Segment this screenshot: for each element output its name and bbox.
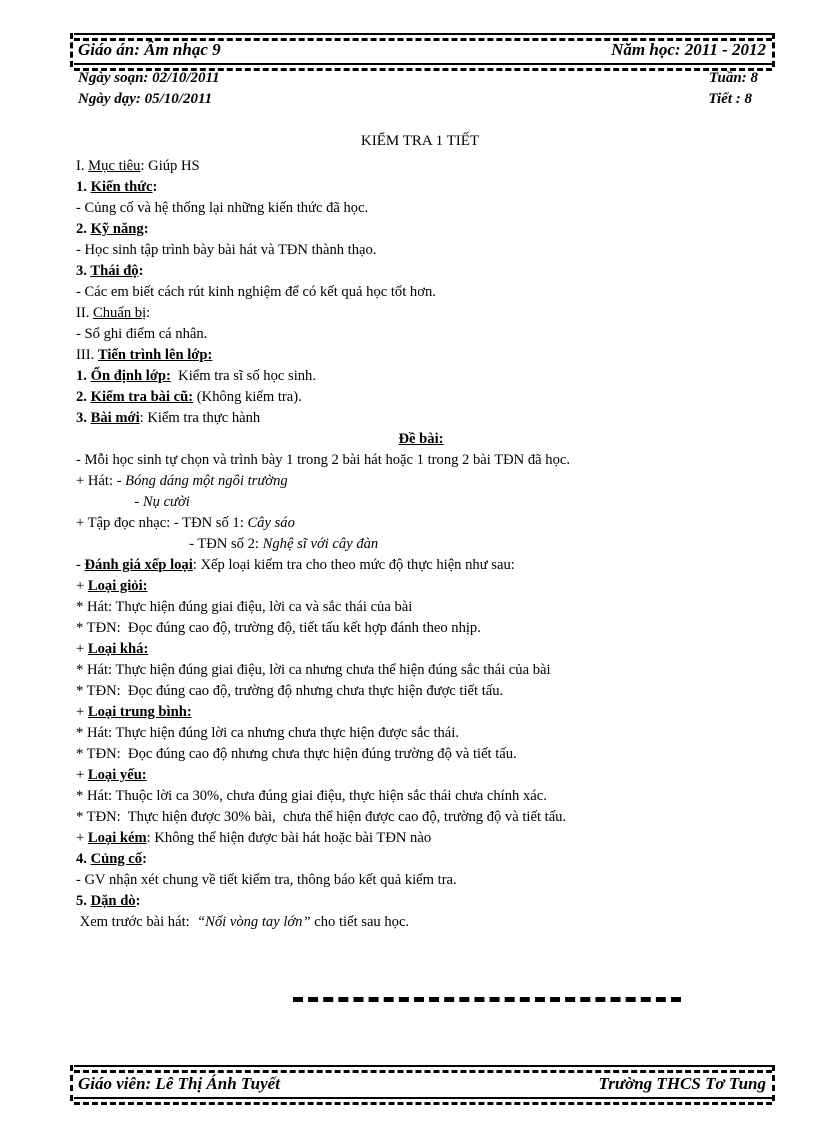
content-line — [76, 177, 766, 198]
text-segment: + — [76, 767, 88, 783]
content-line — [76, 828, 766, 849]
text-segment: : Giúp HS — [140, 158, 200, 174]
text-segment: : — [146, 305, 151, 321]
text-segment: Kiểm tra sĩ số học sinh. — [170, 368, 316, 384]
content-line — [76, 408, 766, 429]
content-line — [76, 723, 766, 744]
content-line — [76, 744, 766, 765]
text-segment: + Tập đọc nhạc: - TĐN số 1: — [76, 515, 248, 531]
content-line — [76, 156, 766, 177]
text-segment: : Kiểm tra thực hành — [139, 410, 261, 426]
content-line — [76, 219, 766, 240]
content-line — [76, 471, 766, 492]
header-border-right — [772, 33, 777, 67]
text-segment: 2. — [76, 221, 91, 237]
footer-border-left — [70, 1065, 75, 1101]
text-segment: + — [76, 578, 88, 594]
page-title: KIỂM TRA 1 TIẾT — [360, 133, 480, 149]
content-line — [76, 429, 766, 450]
text-segment: Kiến thức — [90, 179, 153, 195]
text-segment: Loại khá: — [87, 641, 149, 657]
content-line — [76, 282, 766, 303]
content-line — [76, 660, 766, 681]
text-segment: * TĐN: Đọc đúng cao độ, trường độ, tiết tấu kết hợp đánh theo nhịp. — [76, 620, 481, 636]
text-segment: * TĐN: Đọc đúng cao độ nhưng chưa thực hiện đúng trường độ và tiết tấu. — [76, 746, 517, 762]
header-right: Năm học: 2011 - 2012 — [611, 40, 766, 59]
content-line — [76, 576, 766, 597]
text-segment: + — [76, 704, 88, 720]
text-segment: Chuẩn bị — [93, 305, 147, 321]
text-segment: * Hát: Thuộc lời ca 30%, chưa đúng giai điệu, thực hiện sắc thái chưa chính xác. — [76, 788, 547, 804]
text-segment: - Củng cố và hệ thống lại những kiến thức đã học. — [76, 200, 369, 216]
text-segment: III. — [76, 347, 98, 363]
content-line — [76, 513, 766, 534]
footer-border-bottom — [74, 1097, 772, 1103]
text-segment: cho tiết sau học. — [310, 914, 410, 930]
text-segment: * TĐN: Đọc đúng cao độ, trường độ nhưng chưa thực hiện được tiết tấu. — [76, 683, 504, 699]
text-segment: * Hát: Thực hiện đúng giai điệu, lời ca nhưng chưa thể hiện đúng sắc thái của bài — [76, 662, 551, 678]
text-segment: : — [142, 851, 147, 867]
header-border-top — [74, 33, 772, 39]
header-border-bottom — [74, 63, 772, 69]
text-segment: I. — [76, 158, 89, 174]
text-segment: - Sổ ghi điểm cá nhân. — [76, 326, 208, 342]
lesson-content — [76, 156, 766, 933]
content-line — [76, 303, 766, 324]
text-segment: : — [138, 263, 144, 279]
footer-left: Giáo viên: Lê Thị Ánh Tuyết — [78, 1074, 280, 1093]
text-segment: “Nối vòng tay lớn” — [197, 914, 311, 930]
content-line — [76, 849, 766, 870]
header-left: Giáo án: Âm nhạc 9 — [78, 40, 221, 59]
text-segment: Kiểm tra bài cũ: — [90, 389, 194, 405]
text-segment: : Không thể hiện được bài hát hoặc bài TĐN nào — [146, 830, 432, 846]
text-segment: Loại kém — [87, 830, 147, 846]
text-segment: Đánh giá xếp loại — [84, 557, 193, 573]
text-segment: 1. — [76, 179, 91, 195]
text-segment: 1. — [76, 368, 91, 384]
text-segment: * Hát: Thực hiện đúng giai điệu, lời ca và sắc thái của bài — [76, 599, 413, 615]
text-segment: + Hát: - — [76, 473, 126, 489]
header-border-left — [70, 33, 75, 67]
text-segment: Đề bài: — [398, 431, 444, 447]
text-segment: Loại giỏi: — [87, 578, 148, 594]
section-divider — [293, 997, 681, 1007]
footer-right: Trường THCS Tơ Tung — [598, 1074, 766, 1093]
text-segment: : — [152, 179, 158, 195]
text-segment: - — [76, 494, 143, 510]
text-segment: - TĐN số 2: — [76, 536, 263, 552]
text-segment: Tiến trình lên lớp: — [97, 347, 213, 363]
content-line — [76, 534, 766, 555]
text-segment: Dặn dò — [90, 893, 136, 909]
text-segment: - — [76, 557, 85, 573]
text-segment: * Hát: Thực hiện đúng lời ca nhưng chưa thực hiện được sắc thái. — [76, 725, 459, 741]
content-line — [76, 639, 766, 660]
footer-border-top — [74, 1065, 772, 1071]
content-line — [76, 198, 766, 219]
text-segment: Cây sáo — [247, 515, 295, 531]
content-line — [76, 387, 766, 408]
text-segment: Loại yếu: — [87, 767, 147, 783]
text-segment: Nghệ sĩ với cây đàn — [262, 536, 379, 552]
content-line — [76, 765, 766, 786]
tiet: Tiết : 8 — [708, 91, 752, 107]
content-line — [76, 492, 766, 513]
text-segment: : — [143, 221, 149, 237]
content-line — [76, 807, 766, 828]
text-segment: + — [76, 641, 88, 657]
content-line — [76, 240, 766, 261]
text-segment: 5. — [76, 893, 91, 909]
text-segment: - Mỗi học sinh tự chọn và trình bày 1 trong 2 bài hát hoặc 1 trong 2 bài TĐN đã học. — [76, 452, 570, 468]
text-segment: Loại trung bình: — [87, 704, 192, 720]
content-line — [76, 681, 766, 702]
content-line — [76, 345, 766, 366]
text-segment: - Các em biết cách rút kinh nghiệm để có kết quả học tốt hơn. — [76, 284, 436, 300]
text-segment: - GV nhận xét chung về tiết kiểm tra, thông báo kết quả kiểm tra. — [76, 872, 457, 888]
text-segment: + — [76, 830, 88, 846]
content-line — [76, 786, 766, 807]
content-line — [76, 618, 766, 639]
text-segment: II. — [76, 305, 94, 321]
footer-border-right — [772, 1065, 777, 1101]
text-segment: - Học sinh tập trình bày bài hát và TĐN thành thạo. — [76, 242, 377, 258]
text-segment: : — [135, 893, 141, 909]
text-segment: Kỹ năng — [90, 221, 144, 237]
text-segment: Củng cố — [90, 851, 143, 867]
content-line — [76, 912, 766, 933]
content-line — [76, 450, 766, 471]
content-line — [76, 366, 766, 387]
text-segment: 4. — [76, 851, 91, 867]
text-segment: Nụ cười — [142, 494, 190, 510]
text-segment: (Không kiểm tra). — [193, 389, 302, 405]
text-segment: : Xếp loại kiểm tra cho theo mức độ thực hiện như sau: — [192, 557, 515, 573]
ngay-soan: Ngày soạn: 02/10/2011 — [78, 70, 220, 86]
text-segment: Bóng dáng một ngôi trường — [125, 473, 288, 489]
text-segment: Xem trước bài hát: — [76, 914, 197, 930]
content-line — [76, 891, 766, 912]
text-segment: 2. — [76, 389, 91, 405]
text-segment: Ổn định lớp: — [90, 368, 171, 384]
text-segment: Mục tiêu — [88, 158, 141, 174]
text-segment: Thái độ — [90, 263, 139, 279]
content-line — [76, 702, 766, 723]
text-segment: Bài mới — [90, 410, 140, 426]
text-segment: 3. — [76, 263, 91, 279]
content-line — [76, 555, 766, 576]
tuan: Tuần: 8 — [708, 70, 758, 86]
ngay-day: Ngày dạy: 05/10/2011 — [78, 91, 213, 107]
content-line — [76, 870, 766, 891]
content-line — [76, 324, 766, 345]
text-segment: 3. — [76, 410, 91, 426]
content-line — [76, 597, 766, 618]
content-line — [76, 261, 766, 282]
text-segment: * TĐN: Thực hiện được 30% bài, chưa thể hiện được cao độ, trường độ và tiết tấu. — [76, 809, 567, 825]
